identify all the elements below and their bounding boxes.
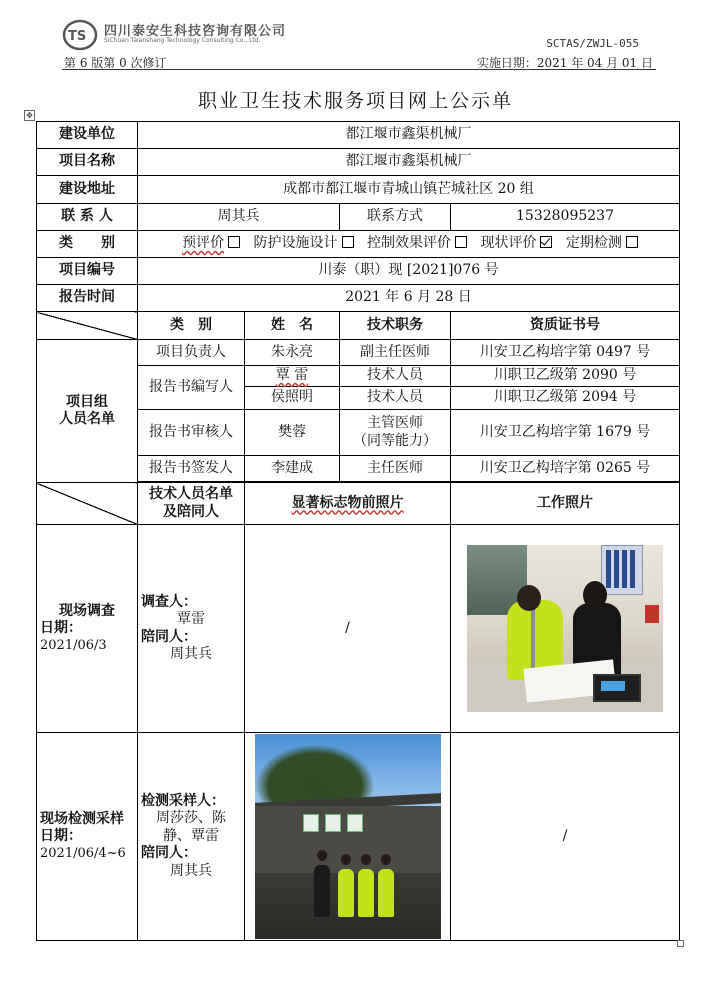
sampler-names-line1: 周莎莎、陈: [156, 810, 226, 827]
contact-label: 联 系 人: [37, 204, 138, 231]
category-label: 类 别: [37, 231, 138, 258]
team-cert: 川职卫乙级第 2090 号: [451, 366, 680, 387]
company-name-cn: 四川泰安生科技咨询有限公司: [104, 24, 287, 39]
team-col-type: 类 别: [138, 312, 245, 340]
diagonal-cell: [37, 312, 138, 340]
team-title: 技术人员: [340, 366, 451, 387]
sampling-landmark-photo-cell: [245, 733, 451, 941]
disclosure-form-table: [36, 121, 680, 941]
project-no-label: 项目编号: [37, 258, 138, 285]
category-options: [138, 231, 680, 258]
photos-header-row: [37, 483, 680, 525]
team-cert: 川安卫乙构培字第 0497 号: [451, 340, 680, 366]
category-periodic-testing[interactable]: 定期检测: [563, 235, 638, 251]
table-row: [37, 340, 680, 366]
survey-row: [37, 525, 680, 733]
survey-staff-cell: [138, 525, 245, 733]
table-end-marker: [677, 940, 684, 947]
team-role: 报告书编写人: [138, 366, 245, 410]
team-group-label-line2: 人员名单: [59, 411, 115, 427]
survey-date: 2021/06/3: [40, 637, 107, 653]
address-value: 成都市都江堰市青城山镇芒城社区 20 组: [138, 176, 680, 204]
team-title: 技术人员: [340, 387, 451, 410]
category-control-effect[interactable]: 控制效果评价: [364, 235, 467, 251]
work-photo: [467, 545, 663, 712]
survey-date-label: 日期：: [40, 620, 82, 637]
team-title-line2: （同等能力）: [353, 432, 437, 449]
companion-label: 陪同人：: [141, 628, 197, 645]
svg-text:TS: TS: [68, 29, 87, 44]
checkbox-icon[interactable]: [455, 236, 467, 248]
sampling-date-label: 日期：: [40, 828, 82, 845]
sampler-label: 检测采样人：: [141, 792, 225, 809]
landmark-col-header: 显著标志物前照片: [245, 483, 451, 525]
sampling-date-cell: [37, 733, 138, 941]
team-name: 覃 雷: [245, 366, 340, 387]
team-title: 副主任医师: [340, 340, 451, 366]
team-name: 侯照明: [245, 387, 340, 410]
project-no-value: 川泰（职）现 [2021]076 号: [138, 258, 680, 285]
staff-col-header-line2: 及陪同人: [163, 503, 219, 520]
team-cert: 川安卫乙构培字第 1679 号: [451, 410, 680, 456]
team-col-name: 姓 名: [245, 312, 340, 340]
sampler-names-line2: 静、覃雷: [163, 827, 219, 844]
team-title: 主任医师: [340, 456, 451, 482]
sampling-work-photo: /: [451, 733, 680, 941]
team-name: 樊蓉: [245, 410, 340, 456]
page-title: 职业卫生技术服务项目网上公示单: [197, 90, 513, 112]
survey-work-photo-cell: [451, 525, 680, 733]
diagonal-cell: [37, 483, 138, 525]
sampling-date: 2021/06/4~6: [40, 845, 126, 861]
checkbox-icon[interactable]: [626, 236, 638, 248]
row-report-time: [37, 285, 680, 312]
checkbox-icon[interactable]: [228, 236, 240, 248]
company-name-en: SiChuan Taianshang Technology Consulting Co., Ltd.: [104, 37, 261, 44]
row-construction-unit: [37, 122, 680, 149]
sampling-staff-cell: [138, 733, 245, 941]
table-move-handle-icon[interactable]: ✥: [24, 110, 35, 121]
companion-label: 陪同人：: [141, 845, 197, 862]
phone-value: 15328095237: [451, 204, 680, 231]
document-code: SCTAS/ZWJL-055: [546, 37, 639, 50]
sampling-row: [37, 733, 680, 941]
unit-value: 都江堰市鑫渠机械厂: [138, 122, 680, 149]
checkbox-icon[interactable]: [342, 236, 354, 248]
team-title-line1: 主管医师: [367, 415, 423, 431]
investigator-name: 覃雷: [177, 611, 205, 627]
staff-col-header: [138, 483, 245, 525]
unit-label: 建设单位: [37, 122, 138, 149]
team-group-label: [37, 340, 138, 483]
companion-name: 周其兵: [170, 646, 212, 662]
row-contact: [37, 204, 680, 231]
project-name-label: 项目名称: [37, 149, 138, 176]
team-name: 朱永亮: [245, 340, 340, 366]
row-project-name: [37, 149, 680, 176]
category-status-evaluation[interactable]: 现状评价: [477, 235, 552, 251]
address-label: 建设地址: [37, 176, 138, 204]
sampling-label: 现场检测采样: [40, 810, 124, 827]
team-title: [340, 410, 451, 456]
team-header-row: [37, 312, 680, 340]
team-group-label-line1: 项目组: [66, 393, 108, 410]
team-cert: 川职卫乙级第 2094 号: [451, 387, 680, 410]
report-time-value: 2021 年 6 月 28 日: [138, 285, 680, 312]
contact-value: 周其兵: [138, 204, 340, 231]
report-time-label: 报告时间: [37, 285, 138, 312]
row-address: [37, 176, 680, 204]
team-role: 项目负责人: [138, 340, 245, 366]
team-role: 报告书签发人: [138, 456, 245, 482]
landmark-photo: [255, 734, 441, 939]
team-col-title: 技术职务: [340, 312, 451, 340]
phone-label: 联系方式: [340, 204, 451, 231]
team-cert: 川安卫乙构培字第 0265 号: [451, 456, 680, 482]
effective-date: 实施日期：2021 年 04 月 01 日: [476, 56, 653, 70]
investigator-label: 调查人：: [141, 593, 197, 610]
row-category: [37, 231, 680, 258]
survey-landmark-photo: /: [245, 525, 451, 733]
staff-col-header-line1: 技术人员名单: [149, 486, 233, 502]
tas-logo-icon: [62, 18, 102, 52]
header-divider: [62, 69, 656, 70]
category-protection-design[interactable]: 防护设施设计: [251, 235, 354, 251]
checked-checkbox-icon[interactable]: [540, 236, 552, 248]
work-photo-col-header: 工作照片: [451, 483, 680, 525]
survey-label: 现场调查: [59, 602, 115, 619]
row-project-number: [37, 258, 680, 285]
team-name: 李建成: [245, 456, 340, 482]
category-pre-evaluation[interactable]: 预评价: [179, 235, 240, 251]
revision-info: 第 6 版第 0 次修订: [64, 56, 167, 70]
project-name-value: 都江堰市鑫渠机械厂: [138, 149, 680, 176]
company-logo: [62, 18, 322, 52]
team-role: 报告书审核人: [138, 410, 245, 456]
survey-date-cell: [37, 525, 138, 733]
companion-name: 周其兵: [170, 862, 212, 879]
team-col-cert: 资质证书号: [451, 312, 680, 340]
